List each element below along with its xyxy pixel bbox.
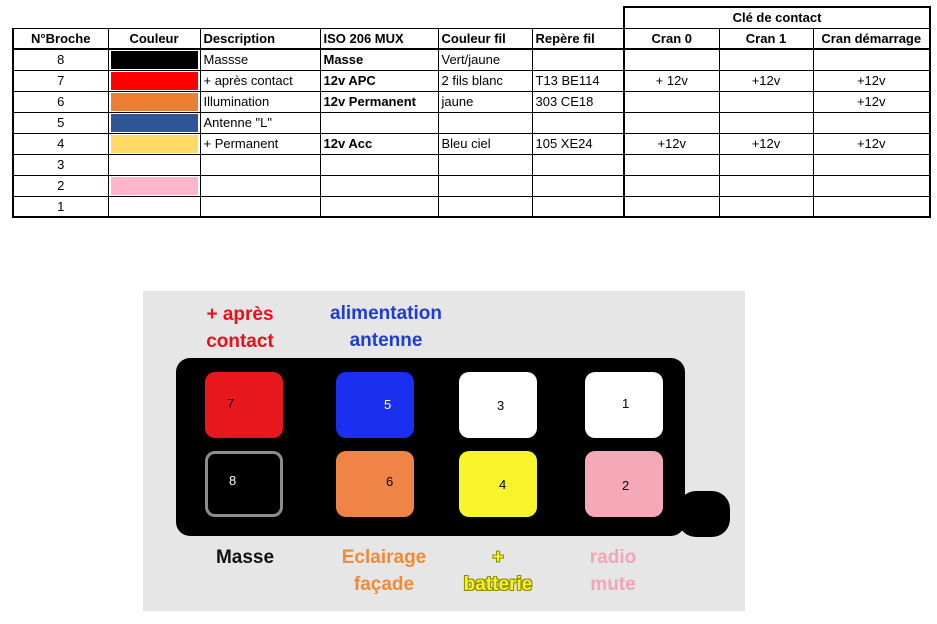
- cell-wire-color: jaune: [438, 91, 532, 112]
- col-header-couleur-fil: Couleur fil: [438, 28, 532, 49]
- cell-color-swatch: [108, 133, 200, 154]
- cell-cran-demarrage: +12v: [813, 70, 930, 91]
- pin-7: 7: [205, 372, 283, 438]
- cell-description: [200, 196, 320, 217]
- cell-iso: [320, 154, 438, 175]
- cell-iso: [320, 175, 438, 196]
- cell-cran-1: [719, 154, 813, 175]
- color-swatch: [111, 51, 198, 69]
- cell-iso: [320, 196, 438, 217]
- label-radio-mute: radio mute: [589, 547, 637, 595]
- col-header-cran-0: Cran 0: [624, 28, 719, 49]
- color-swatch: [111, 177, 198, 195]
- cell-description: + Permanent: [200, 133, 320, 154]
- cell-cran-0: [624, 175, 719, 196]
- cell-cran-1: [719, 196, 813, 217]
- col-header-iso: ISO 206 MUX: [320, 28, 438, 49]
- cell-iso: Masse: [320, 49, 438, 70]
- pin-3: 3: [459, 372, 537, 438]
- cell-description: + après contact: [200, 70, 320, 91]
- connector-diagram: [143, 291, 745, 611]
- cell-cran-1: +12v: [719, 70, 813, 91]
- cell-cran-0: +12v: [624, 133, 719, 154]
- label-plus-batterie: + batterie: [463, 547, 533, 595]
- cell-description: Illumination: [200, 91, 320, 112]
- cell-cran-0: [624, 196, 719, 217]
- cell-cran-0: [624, 91, 719, 112]
- pin-8: 8: [205, 451, 283, 517]
- cell-wire-color: Bleu ciel: [438, 133, 532, 154]
- cell-cran-0: [624, 49, 719, 70]
- cell-wire-ref: [532, 154, 624, 175]
- pin-1: 1: [585, 372, 663, 438]
- cell-pin: 1: [13, 196, 108, 217]
- color-swatch: [111, 114, 198, 132]
- label-alimentation-antenne: alimentation antenne: [330, 303, 442, 351]
- cell-description: [200, 175, 320, 196]
- cell-cran-1: +12v: [719, 133, 813, 154]
- cell-wire-ref: T13 BE114: [532, 70, 624, 91]
- color-swatch: [111, 93, 198, 111]
- group-header-cle-de-contact: Clé de contact: [624, 7, 930, 28]
- table-row: [13, 91, 930, 112]
- cell-wire-ref: [532, 49, 624, 70]
- connector-body: [176, 358, 685, 536]
- cell-iso: 12v APC: [320, 70, 438, 91]
- cell-cran-0: [624, 112, 719, 133]
- cell-cran-1: [719, 175, 813, 196]
- color-swatch: [111, 135, 198, 153]
- cell-pin: 2: [13, 175, 108, 196]
- pin-table: [12, 6, 931, 218]
- cell-cran-1: [719, 91, 813, 112]
- cell-cran-demarrage: [813, 175, 930, 196]
- cell-cran-1: [719, 49, 813, 70]
- cell-wire-color: Vert/jaune: [438, 49, 532, 70]
- cell-color-swatch: [108, 175, 200, 196]
- cell-pin: 3: [13, 154, 108, 175]
- cell-description: Massse: [200, 49, 320, 70]
- table-row: [13, 49, 930, 70]
- cell-iso: 12v Permanent: [320, 91, 438, 112]
- cell-cran-demarrage: [813, 49, 930, 70]
- label-eclairage-facade: Eclairage façade: [341, 547, 427, 595]
- cell-wire-ref: [532, 112, 624, 133]
- cell-wire-color: [438, 196, 532, 217]
- cell-wire-color: [438, 112, 532, 133]
- label-masse: Masse: [215, 547, 275, 568]
- label-apres-contact: + après contact: [206, 304, 274, 352]
- cell-cran-demarrage: [813, 112, 930, 133]
- group-header-row: [13, 7, 930, 28]
- cell-cran-demarrage: [813, 196, 930, 217]
- table-row: [13, 196, 930, 217]
- col-header-cran-1: Cran 1: [719, 28, 813, 49]
- cell-color-swatch: [108, 49, 200, 70]
- cell-cran-1: [719, 112, 813, 133]
- table-row: [13, 175, 930, 196]
- cell-color-swatch: [108, 70, 200, 91]
- cell-wire-color: [438, 175, 532, 196]
- col-header-repere-fil: Repère fil: [532, 28, 624, 49]
- col-header-cran-demarrage: Cran démarrage: [813, 28, 930, 49]
- pin-6: 6: [336, 451, 414, 517]
- cell-cran-demarrage: +12v: [813, 133, 930, 154]
- col-header-description: Description: [200, 28, 320, 49]
- pin-2: 2: [585, 451, 663, 517]
- cell-pin: 6: [13, 91, 108, 112]
- cell-description: [200, 154, 320, 175]
- cell-wire-ref: 105 XE24: [532, 133, 624, 154]
- cell-description: Antenne "L": [200, 112, 320, 133]
- cell-wire-ref: [532, 175, 624, 196]
- pin-4: 4: [459, 451, 537, 517]
- col-header-couleur: Couleur: [108, 28, 200, 49]
- cell-wire-ref: 303 CE18: [532, 91, 624, 112]
- pin-5: 5: [336, 372, 414, 438]
- cell-wire-color: 2 fils blanc: [438, 70, 532, 91]
- cell-cran-0: [624, 154, 719, 175]
- color-swatch: [111, 198, 198, 216]
- cell-wire-color: [438, 154, 532, 175]
- column-header-row: [13, 28, 930, 49]
- color-swatch: [111, 72, 198, 90]
- cell-color-swatch: [108, 196, 200, 217]
- cell-wire-ref: [532, 196, 624, 217]
- cell-pin: 7: [13, 70, 108, 91]
- cell-pin: 5: [13, 112, 108, 133]
- cell-color-swatch: [108, 112, 200, 133]
- table-row: [13, 70, 930, 91]
- cell-pin: 4: [13, 133, 108, 154]
- table-row: [13, 112, 930, 133]
- cell-cran-0: + 12v: [624, 70, 719, 91]
- cell-iso: [320, 112, 438, 133]
- table-row: [13, 133, 930, 154]
- cell-pin: 8: [13, 49, 108, 70]
- table-row: [13, 154, 930, 175]
- col-header-broche: N°Broche: [13, 28, 108, 49]
- cell-color-swatch: [108, 91, 200, 112]
- cell-cran-demarrage: [813, 154, 930, 175]
- cell-color-swatch: [108, 154, 200, 175]
- cell-cran-demarrage: +12v: [813, 91, 930, 112]
- color-swatch: [111, 156, 198, 174]
- cell-iso: 12v Acc: [320, 133, 438, 154]
- connector-latch: [678, 491, 730, 537]
